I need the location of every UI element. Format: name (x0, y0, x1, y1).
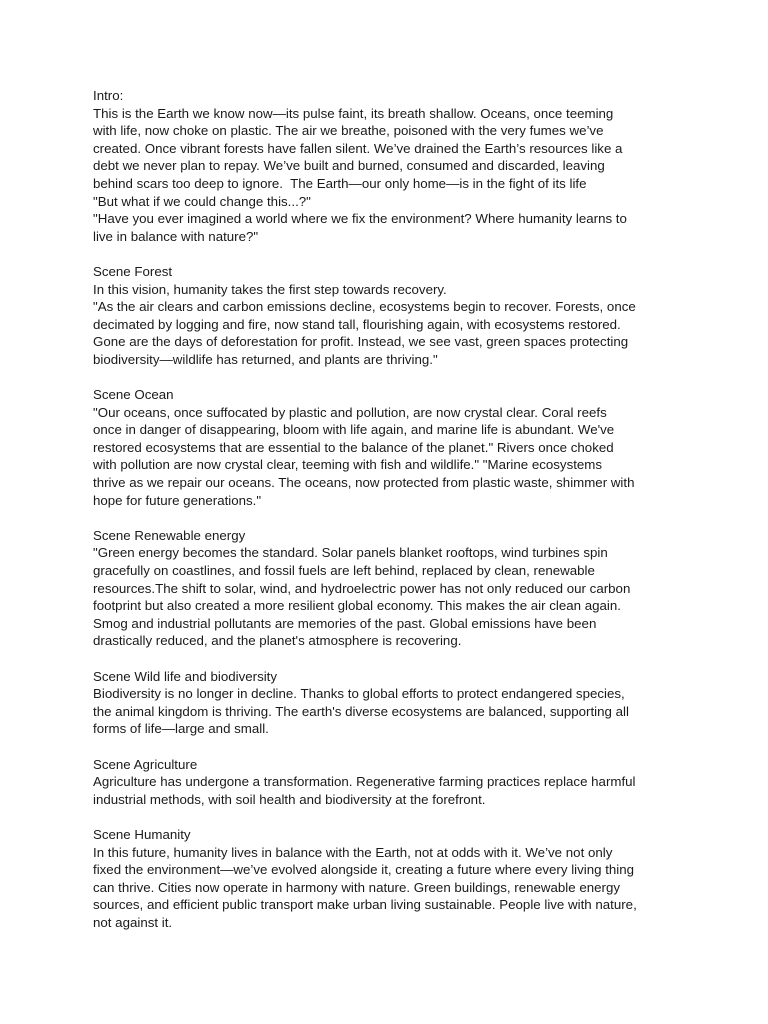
section-heading: Scene Agriculture (93, 756, 198, 772)
text-line: "Have you ever imagined a world where we fix the environment? Where humanity learns to (93, 211, 627, 227)
text-line: industrial methods, with soil health and biodiversity at the forefront. (93, 791, 486, 807)
text-line: "Our oceans, once suffocated by plastic and pollution, are now crystal clear. Coral reefs (93, 404, 607, 420)
text-line: can thrive. Cities now operate in harmony with nature. Green buildings, renewable energy (93, 879, 620, 895)
section-ocean (93, 386, 683, 509)
text-line: with pollution are now crystal clear, teeming with fish and wildlife." "Marine ecosystems (93, 457, 603, 473)
text-line: In this vision, humanity takes the first step towards recovery. (93, 281, 447, 297)
section-heading: Scene Humanity (93, 826, 191, 842)
section-heading: Scene Renewable energy (93, 527, 246, 543)
section-intro (93, 87, 683, 245)
section-heading: Scene Forest (93, 263, 173, 279)
text-line: not against it. (93, 914, 173, 930)
text-line: behind scars too deep to ignore. The Earth—our only home—is in the fight of its life (93, 175, 587, 191)
text-line: drastically reduced, and the planet's atmosphere is recovering. (93, 633, 462, 649)
text-line: footprint but also created a more resilient global economy. This makes the air clean again. (93, 598, 621, 614)
text-line: In this future, humanity lives in balance with the Earth, not at odds with it. We’ve not only (93, 844, 613, 860)
text-line: "But what if we could change this...?" (93, 193, 311, 209)
section-forest (93, 263, 683, 369)
text-line: Biodiversity is no longer in decline. Thanks to global efforts to protect endangered species, (93, 686, 625, 702)
text-line: restored ecosystems that are essential to the balance of the planet." Rivers once choked (93, 439, 614, 455)
text-line: gracefully on coastlines, and fossil fuels are left behind, replaced by clean, renewable (93, 563, 595, 579)
text-line: hope for future generations." (93, 492, 262, 508)
text-line: "As the air clears and carbon emissions decline, ecosystems begin to recover. Forests, once (93, 299, 636, 315)
section-agriculture (93, 756, 683, 809)
text-line: This is the Earth we know now—its pulse faint, its breath shallow. Oceans, once teeming (93, 105, 614, 121)
document-page (93, 87, 683, 949)
text-line: forms of life—large and small. (93, 721, 269, 737)
section-heading: Scene Wild life and biodiversity (93, 668, 278, 684)
text-line: Gone are the days of deforestation for profit. Instead, we see vast, green spaces protecting (93, 334, 629, 350)
text-line: live in balance with nature?" (93, 228, 259, 244)
text-line: created. Once vibrant forests have fallen silent. We’ve drained the Earth’s resources like a (93, 140, 623, 156)
text-line: fixed the environment—we’ve evolved alongside it, creating a future where every living thing (93, 862, 635, 878)
text-line: debt we never plan to repay. We’ve built and burned, consumed and discarded, leaving (93, 158, 605, 174)
section-renewable-energy (93, 527, 683, 650)
text-line: biodiversity—wildlife has returned, and plants are thriving." (93, 351, 438, 367)
text-line: thrive as we repair our oceans. The oceans, now protected from plastic waste, shimmer with (93, 475, 635, 491)
text-line: sources, and efficient public transport make urban living sustainable. People live with nature, (93, 897, 637, 913)
text-line: Smog and industrial pollutants are memories of the past. Global emissions have been (93, 615, 597, 631)
section-heading: Intro: (93, 88, 124, 103)
text-line: resources.The shift to solar, wind, and hydroelectric power has not only reduced our carbon (93, 580, 631, 596)
text-line: "Green energy becomes the standard. Solar panels blanket rooftops, wind turbines spin (93, 545, 608, 561)
text-line: with life, now choke on plastic. The air we breathe, poisoned with the very fumes we’ve (93, 123, 604, 139)
text-line: once in danger of disappearing, bloom with life again, and marine life is abundant. We've (93, 422, 615, 438)
section-heading: Scene Ocean (93, 387, 174, 403)
text-line: decimated by logging and fire, now stand tall, flourishing again, with ecosystems restored. (93, 316, 621, 332)
text-line: Agriculture has undergone a transformation. Regenerative farming practices replace harmful (93, 774, 636, 790)
section-wildlife-biodiversity (93, 668, 683, 738)
section-humanity (93, 826, 683, 932)
text-line: the animal kingdom is thriving. The earth's diverse ecosystems are balanced, supporting all (93, 703, 629, 719)
